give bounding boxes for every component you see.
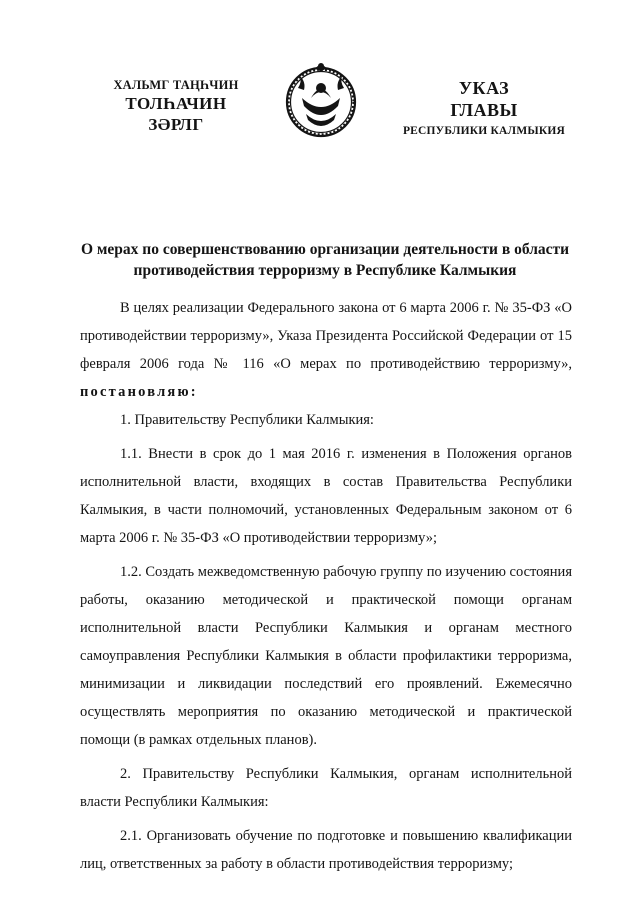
preamble-emphasis: постановляю: <box>80 384 198 400</box>
preamble-text: В целях реализации Федерального закона от 6 марта 2006 г. № 35-ФЗ «О противодействии терроризму», Указа Президента Российской Федерации от 15 февраля 2006 года № 116 «О мерах по противодействию терроризму», <box>80 300 572 372</box>
header-russian-line2: ГЛАВЫ <box>450 99 518 120</box>
paragraph-2-1: 2.1. Организовать обучение по подготовке и повышению квалификации лиц, ответственных за работу в области противодействия терроризму; <box>80 828 572 872</box>
paragraph-1-2: 1.2. Создать межведомственную рабочую группу по изучению состояния работы, оказанию методической и практической помощи органам исполнительной власти Республики Калмыкия и органам местного самоуправления Республики Калмыкия в области профилактики терроризма, минимизации и ликвидации последствий его проявлений. Ежемесячно осуществлять мероприятия по оказанию методической и практической помощи (в рамках отдельных планов). <box>80 564 572 748</box>
paragraph-1-1: 1.1. Внести в срок до 1 мая 2016 г. изменения в Положения органов исполнительной власти, входящих в состав Правительства Республики Калмыкия, в части полномочий, установленных Федеральным законом от 6 марта 2006 г. № 35-ФЗ «О противодействии терроризму»; <box>80 446 572 546</box>
header-russian-line1: УКАЗ <box>458 78 510 98</box>
preamble-paragraph <box>80 294 572 406</box>
coat-of-arms-emblem-icon <box>284 58 358 140</box>
header-kalmyk <box>92 78 260 136</box>
decree-body <box>80 294 572 878</box>
header-kalmyk-line1: ХАЛЬМГ ТАҢҺЧИН <box>113 78 239 92</box>
header-russian <box>400 78 568 138</box>
decree-title-line2: противодействия терроризму в Республике Калмыкия <box>133 261 517 279</box>
paragraph-2: 2. Правительству Республики Калмыкия, органам исполнительной власти Республики Калмыкия: <box>80 766 572 810</box>
header-kalmyk-line2: ТОЛҺАЧИН <box>125 94 227 114</box>
header-russian-line3: РЕСПУБЛИКИ КАЛМЫКИЯ <box>402 124 566 137</box>
header-kalmyk-line3: ЗӘРЛГ <box>148 114 204 134</box>
decree-title <box>80 240 570 282</box>
paragraph-1: 1. Правительству Республики Калмыкия: <box>120 412 374 428</box>
decree-title-line1: О мерах по совершенствованию организации деятельности в области <box>80 241 570 258</box>
